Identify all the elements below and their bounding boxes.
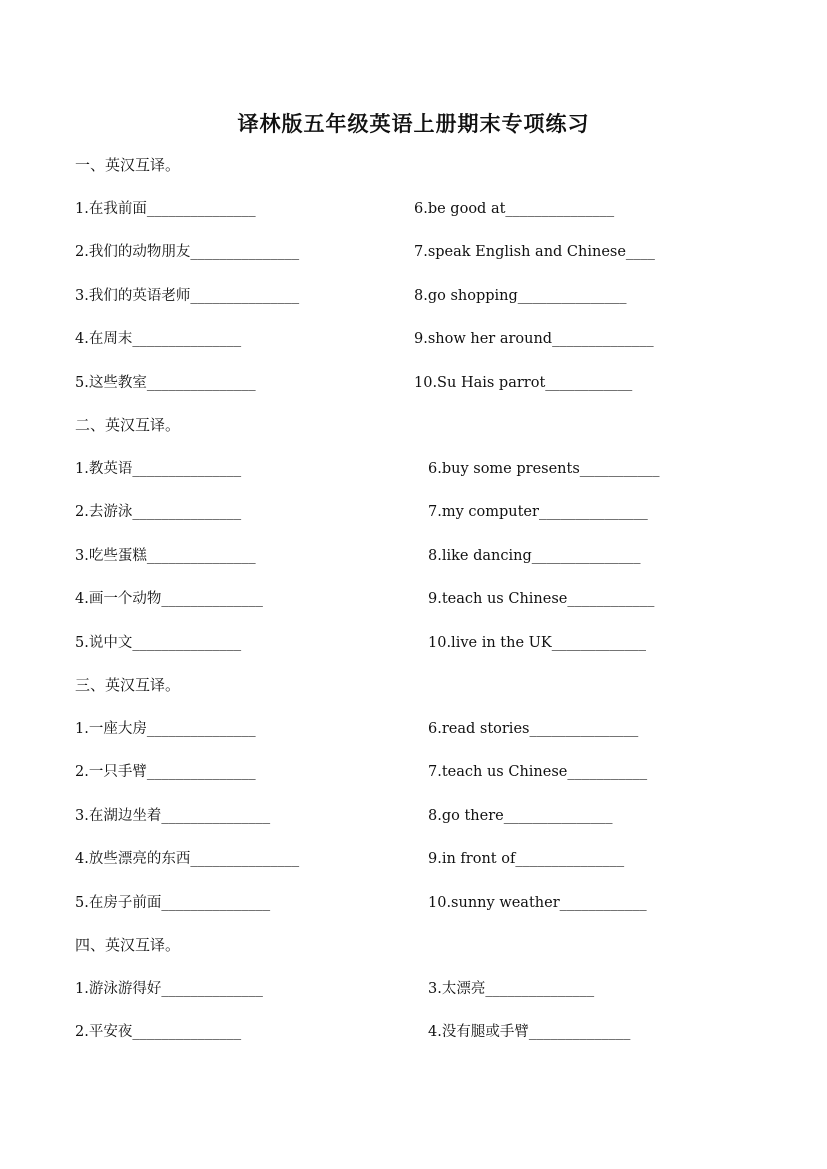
section-2: [75, 412, 775, 673]
exercise-row: [75, 586, 775, 629]
exercise-row: [75, 543, 775, 586]
exercise-item-3: 3.太漂亮_______________: [428, 981, 595, 997]
exercise-item-4: 4.没有腿或手臂______________: [428, 1024, 631, 1041]
exercise-item-3: 3.吃些蛋糕_______________: [75, 547, 256, 564]
exercise-row: [75, 976, 775, 1019]
exercise-item-4: 4.画一个动物______________: [75, 591, 263, 608]
section-3: [75, 672, 775, 933]
exercise-item-9: 9.in front of_______________: [428, 851, 625, 868]
exercise-row: [75, 759, 775, 802]
exercise-row: [75, 1019, 775, 1062]
exercise-item-5: 5.说中文_______________: [75, 634, 242, 651]
exercise-item-5: 5.这些教室_______________: [75, 374, 256, 391]
section-heading: 一、英汉互译。: [75, 156, 181, 174]
section-heading: 三、英汉互译。: [75, 676, 181, 694]
exercise-item-1: 1.在我前面_______________: [75, 201, 256, 217]
exercise-item-2: 2.一只手臂_______________: [75, 764, 256, 781]
exercise-item-7: 7.teach us Chinese___________: [428, 764, 648, 781]
exercise-row: [75, 196, 775, 239]
section-1: [75, 152, 775, 413]
exercise-item-3: 3.我们的英语老师_______________: [75, 287, 300, 304]
exercise-row: [75, 630, 775, 673]
exercise-item-3: 3.在湖边坐着_______________: [75, 807, 271, 824]
exercise-item-2: 2.去游泳_______________: [75, 504, 242, 521]
exercise-row: [75, 370, 775, 413]
exercise-row: [75, 803, 775, 846]
exercise-item-10: 10.live in the UK_____________: [428, 634, 646, 651]
exercise-item-6: 6.read stories_______________: [428, 721, 639, 737]
exercise-row: [75, 846, 775, 889]
exercise-item-1: 1.一座大房_______________: [75, 721, 256, 737]
exercise-item-4: 4.放些漂亮的东西_______________: [75, 851, 300, 868]
exercise-item-6: 6.buy some presents___________: [428, 461, 660, 477]
exercise-item-7: 7.my computer_______________: [428, 504, 648, 521]
exercise-row: [75, 283, 775, 326]
exercise-item-8: 8.go there_______________: [428, 807, 613, 824]
section-heading: 四、英汉互译。: [75, 936, 181, 954]
exercise-row: [75, 499, 775, 542]
section-heading: 二、英汉互译。: [75, 416, 181, 434]
exercise-item-6: 6.be good at_______________: [414, 201, 615, 217]
exercise-item-8: 8.go shopping_______________: [414, 287, 627, 304]
exercise-item-1: 1.游泳游得好______________: [75, 981, 263, 997]
exercise-item-2: 2.我们的动物朋友_______________: [75, 244, 300, 261]
exercise-item-2: 2.平安夜_______________: [75, 1024, 242, 1041]
exercise-row: [75, 239, 775, 282]
exercise-row: [75, 716, 775, 759]
exercise-item-7: 7.speak English and Chinese____: [414, 244, 655, 261]
exercise-item-10: 10.sunny weather____________: [428, 894, 647, 911]
exercise-item-8: 8.like dancing_______________: [428, 547, 641, 564]
exercise-item-10: 10.Su Hais parrot____________: [414, 374, 633, 391]
section-4: [75, 932, 775, 1063]
exercise-item-5: 5.在房子前面_______________: [75, 894, 271, 911]
exercise-item-4: 4.在周末_______________: [75, 331, 242, 348]
page-title: 译林版五年级英语上册期末专项练习: [237, 111, 590, 136]
exercise-item-1: 1.教英语_______________: [75, 461, 242, 477]
exercise-row: [75, 456, 775, 499]
exercise-item-9: 9.teach us Chinese____________: [428, 591, 655, 608]
exercise-row: [75, 890, 775, 933]
exercise-item-9: 9.show her around______________: [414, 331, 654, 348]
exercise-row: [75, 326, 775, 369]
